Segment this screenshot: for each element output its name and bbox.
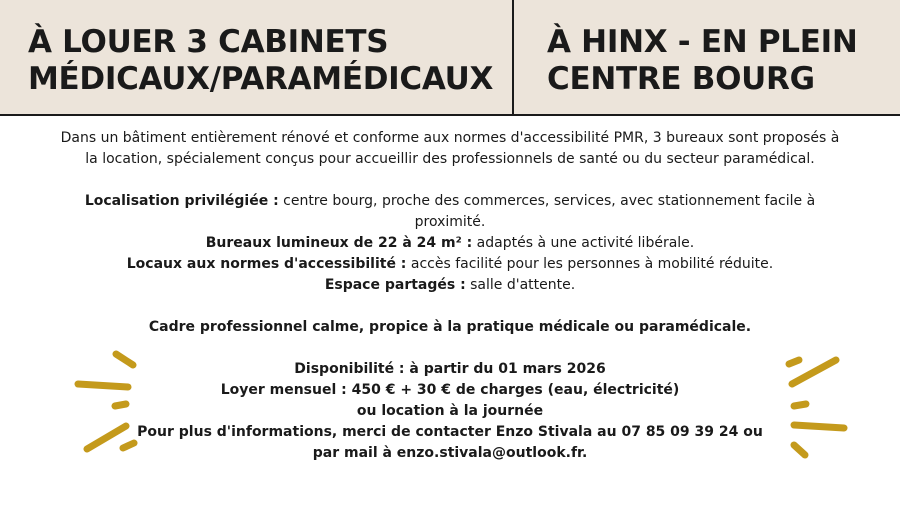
feature-accessibility — [60, 254, 840, 275]
main-content — [60, 128, 840, 464]
availability: Disponibilité : à partir du 01 mars 2026 — [294, 361, 606, 377]
right-sparkle-stroke-4 — [794, 425, 844, 428]
left-sparkle-icon — [70, 345, 145, 457]
header-divider — [512, 0, 514, 116]
header-banner — [0, 0, 900, 116]
right-sparkle-icon — [778, 348, 858, 463]
feature-offices-text: adaptés à une activité libérale. — [472, 235, 695, 251]
right-sparkle-stroke-5 — [794, 445, 805, 455]
feature-location-label: Localisation privilégiée : — [84, 193, 279, 209]
left-sparkle-stroke-3 — [115, 404, 126, 406]
title-left-line2: MÉDICAUX/PARAMÉDICAUX — [28, 61, 494, 97]
intro-paragraph: Dans un bâtiment entièrement rénové et conforme aux normes d'accessibilité PMR, 3 bureaux sont proposés à la location, spécialement conçus pour accueillir des professionnels de santé ou du secteur paramédical. — [60, 130, 840, 167]
title-right — [547, 24, 858, 98]
title-left-line1: À LOUER 3 CABINETS — [28, 24, 389, 60]
feature-offices — [60, 233, 840, 254]
left-sparkle-stroke-5 — [123, 443, 134, 448]
daily-rental: ou location à la journée — [356, 403, 544, 419]
feature-accessibility-text: accès facilité pour les personnes à mobilité réduite. — [406, 256, 774, 272]
contact-line-2: par mail à enzo.stivala@outlook.fr. — [312, 445, 588, 461]
tagline: Cadre professionnel calme, propice à la pratique médicale ou paramédicale. — [148, 319, 752, 335]
feature-shared-label: Espace partagés : — [324, 277, 466, 293]
feature-location-text: centre bourg, proche des commerces, services, avec stationnement facile à proximité. — [278, 193, 816, 230]
feature-shared-text: salle d'attente. — [465, 277, 576, 293]
contact-line-1: Pour plus d'informations, merci de contacter Enzo Stivala au 07 85 09 39 24 ou — [137, 424, 763, 440]
left-sparkle-stroke-1 — [116, 354, 133, 365]
left-sparkle-stroke-2 — [78, 384, 128, 387]
title-left — [28, 24, 493, 98]
left-sparkle-stroke-4 — [87, 426, 126, 449]
right-sparkle-stroke-3 — [794, 404, 806, 406]
title-right-line1: À HINX - EN PLEIN — [547, 24, 858, 60]
right-sparkle-stroke-1 — [789, 360, 799, 364]
feature-location — [60, 191, 840, 233]
feature-shared-space — [60, 275, 840, 296]
feature-offices-label: Bureaux lumineux de 22 à 24 m² : — [205, 235, 473, 251]
title-right-line2: CENTRE BOURG — [547, 61, 815, 97]
rent: Loyer mensuel : 450 € + 30 € de charges (eau, électricité) — [220, 382, 680, 398]
feature-accessibility-label: Locaux aux normes d'accessibilité : — [126, 256, 407, 272]
